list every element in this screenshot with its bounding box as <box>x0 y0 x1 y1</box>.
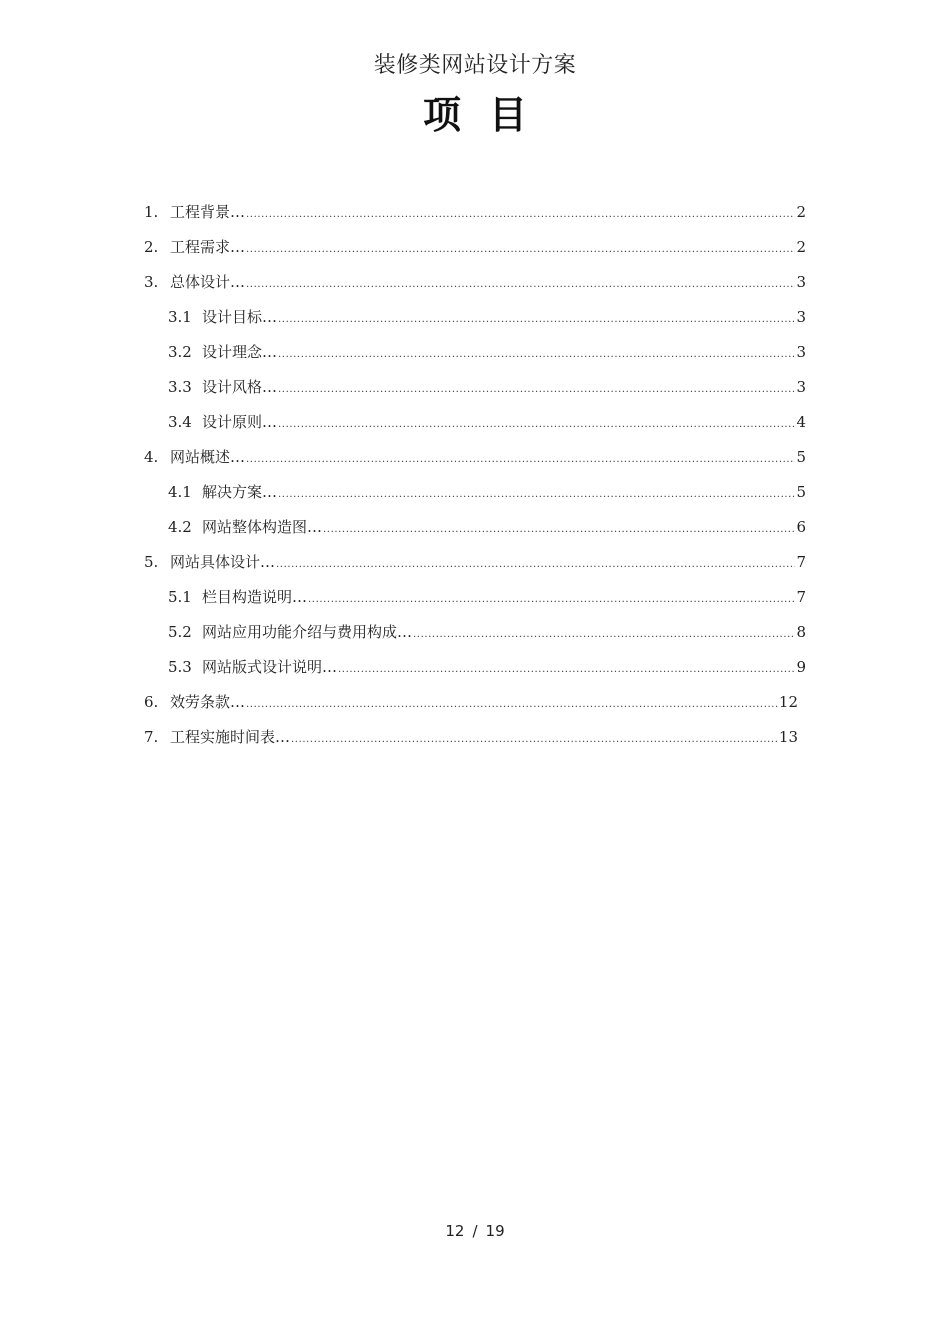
toc-dot-leader <box>246 202 795 227</box>
toc-entry-title: 效劳条款… <box>170 693 246 711</box>
toc-dot-leader <box>278 377 795 402</box>
toc-dot-leader <box>323 517 795 542</box>
toc-dot-leader <box>246 447 795 472</box>
toc-page-number: 3 <box>796 273 806 291</box>
toc-entry-title: 栏目构造说明… <box>202 588 308 606</box>
toc-entry-number: 4.2 <box>168 518 192 536</box>
toc-entry-4[interactable] <box>0 445 806 480</box>
toc-page-number: 12 <box>778 693 798 711</box>
toc-dot-leader <box>278 342 795 367</box>
toc-entry-5-2[interactable] <box>0 620 806 655</box>
toc-entry-3-4[interactable] <box>0 410 806 445</box>
toc-page-number: 4 <box>796 413 806 431</box>
toc-page-number: 7 <box>796 588 806 606</box>
toc-entry-6[interactable] <box>0 690 798 725</box>
toc-entry-5[interactable] <box>0 550 806 585</box>
toc-dot-leader <box>246 237 795 262</box>
toc-entry-number: 4. <box>144 448 159 466</box>
toc-entry-title: 工程实施时间表… <box>170 728 291 746</box>
toc-entry-title: 工程背景… <box>170 203 246 221</box>
toc-page-number: 2 <box>796 203 806 221</box>
page-separator: / <box>472 1222 478 1240</box>
toc-page-number: 7 <box>796 553 806 571</box>
toc-dot-leader <box>278 307 795 332</box>
toc-entry-title: 设计原则… <box>202 413 278 431</box>
toc-entry-number: 3.1 <box>168 308 192 326</box>
toc-entry-2[interactable] <box>0 235 806 270</box>
toc-entry-number: 5. <box>144 553 159 571</box>
toc-entry-title: 工程需求… <box>170 238 246 256</box>
toc-entry-title: 解决方案… <box>202 483 278 501</box>
toc-entry-number: 3. <box>144 273 159 291</box>
toc-entry-number: 7. <box>144 728 159 746</box>
toc-entry-4-2[interactable] <box>0 515 806 550</box>
toc-entry-number: 5.1 <box>168 588 192 606</box>
page-title: 项目 <box>422 92 555 137</box>
toc-dot-leader <box>291 727 778 752</box>
toc-entry-number: 5.2 <box>168 623 192 641</box>
toc-page-number: 5 <box>796 483 806 501</box>
toc-entry-title: 网站版式设计说明… <box>202 658 338 676</box>
toc-entry-number: 6. <box>144 693 159 711</box>
toc-dot-leader <box>278 482 795 507</box>
toc-entry-3[interactable] <box>0 270 806 305</box>
toc-dot-leader <box>338 657 795 682</box>
toc-entry-1[interactable] <box>0 200 806 235</box>
toc-entry-number: 3.3 <box>168 378 192 396</box>
toc-page-number: 13 <box>778 728 798 746</box>
toc-entry-4-1[interactable] <box>0 480 806 515</box>
toc-entry-5-1[interactable] <box>0 585 806 620</box>
toc-entry-title: 网站具体设计… <box>170 553 276 571</box>
toc-entry-title: 设计目标… <box>202 308 278 326</box>
toc-entry-7[interactable] <box>0 725 798 760</box>
toc-page-number: 5 <box>796 448 806 466</box>
toc-page-number: 3 <box>796 343 806 361</box>
toc-entry-number: 3.2 <box>168 343 192 361</box>
toc-page-number: 9 <box>796 658 806 676</box>
current-page-number: 12 <box>445 1222 465 1240</box>
toc-entry-number: 1. <box>144 203 159 221</box>
toc-dot-leader <box>276 552 795 577</box>
toc-entry-number: 5.3 <box>168 658 192 676</box>
toc-entry-title: 网站概述… <box>170 448 246 466</box>
total-pages: 19 <box>485 1222 505 1240</box>
toc-page-number: 3 <box>796 308 806 326</box>
toc-entry-3-1[interactable] <box>0 305 806 340</box>
toc-dot-leader <box>413 622 795 647</box>
toc-entry-number: 3.4 <box>168 413 192 431</box>
toc-entry-number: 2. <box>144 238 159 256</box>
toc-entry-title: 网站应用功能介绍与费用构成… <box>202 623 413 641</box>
toc-page-number: 6 <box>796 518 806 536</box>
toc-entry-5-3[interactable] <box>0 655 806 690</box>
toc-entry-3-2[interactable] <box>0 340 806 375</box>
toc-page-number: 3 <box>796 378 806 396</box>
toc-dot-leader <box>278 412 795 437</box>
toc-entry-title: 网站整体构造图… <box>202 518 323 536</box>
toc-dot-leader <box>246 692 778 717</box>
toc-entry-title: 设计风格… <box>202 378 278 396</box>
toc-entry-title: 总体设计… <box>170 273 246 291</box>
toc-entry-3-3[interactable] <box>0 375 806 410</box>
toc-dot-leader <box>246 272 795 297</box>
toc-entry-number: 4.1 <box>168 483 192 501</box>
toc-dot-leader <box>308 587 795 612</box>
document-header: 装修类网站设计方案 <box>373 53 577 78</box>
toc-page-number: 2 <box>796 238 806 256</box>
table-of-contents <box>0 200 950 760</box>
toc-page-number: 8 <box>796 623 806 641</box>
toc-entry-title: 设计理念… <box>202 343 278 361</box>
page-number-footer <box>0 1222 950 1240</box>
